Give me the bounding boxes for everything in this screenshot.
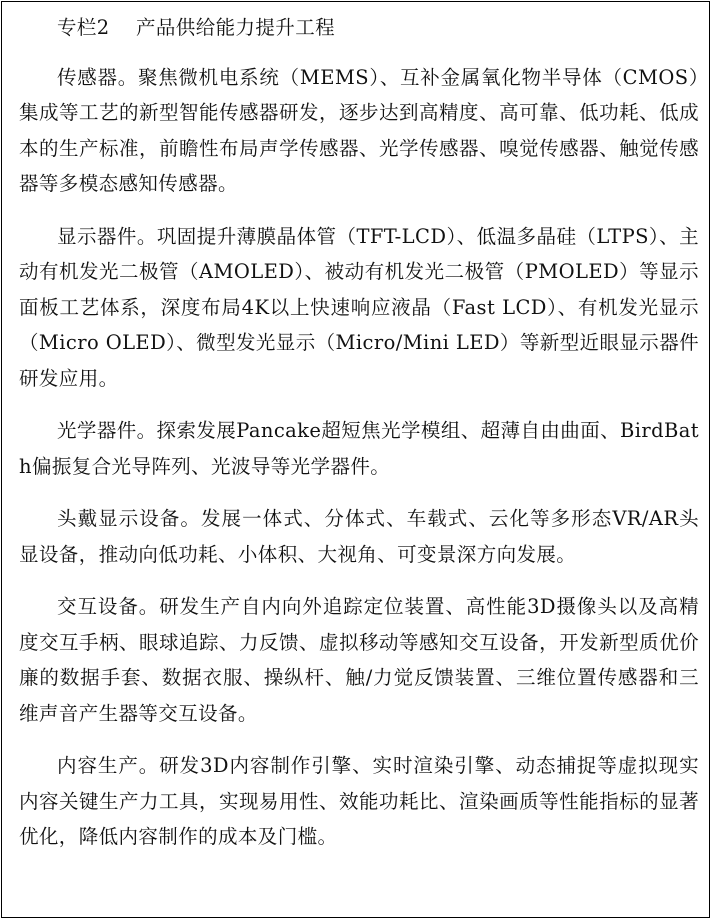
spacer <box>19 396 699 413</box>
spacer <box>19 731 699 748</box>
paragraph-optical-devices: 光学器件。探索发展Pancake超短焦光学模组、超薄自由曲面、BirdBath偏振复合光导阵列、光波导等光学器件。 <box>19 419 699 478</box>
paragraph-display-devices: 显示器件。巩固提升薄膜晶体管（TFT-LCD）、低温多晶硅（LTPS）、主动有机发光二极管（AMOLED）、被动有机发光二极管（PMOLED）等显示面板工艺体系，深度布局4K以上快速响应液晶（Fast LCD）、有机发光显示（Micro OLED）、微型发光显示（Micro/Mini LED）等新型近眼显示器件研发应用。 <box>19 224 699 390</box>
spacer <box>19 572 699 589</box>
paragraph-head-mounted-display: 头戴显示设备。发展一体式、分体式、车载式、云化等多形态VR/AR头显设备，推动向低功耗、小体积、大视角、可变景深方向发展。 <box>19 507 699 566</box>
document-body <box>19 10 699 855</box>
spacer <box>19 484 699 501</box>
paragraph-interaction-devices: 交互设备。研发生产自内向外追踪定位装置、高性能3D摄像头以及高精度交互手柄、眼球追踪、力反馈、虚拟移动等感知交互设备，开发新型质优价廉的数据手套、数据衣服、操纵杆、触/力觉反馈装置、三维位置传感器和三维声音产生器等交互设备。 <box>19 595 699 725</box>
column-title: 专栏2 产品供给能力提升工程 <box>57 16 336 39</box>
column-box <box>1 1 710 918</box>
spacer <box>19 46 699 60</box>
paragraph-sensors: 传感器。聚焦微机电系统（MEMS）、互补金属氧化物半导体（CMOS）集成等工艺的新型智能传感器研发，逐步达到高精度、高可靠、低功耗、低成本的生产标准，前瞻性布局声学传感器、光学传感器、嗅觉传感器、触觉传感器等多模态感知传感器。 <box>19 65 699 195</box>
spacer <box>19 202 699 219</box>
paragraph-content-production: 内容生产。研发3D内容制作引擎、实时渲染引擎、动态捕捉等虚拟现实内容关键生产力工具，实现易用性、效能功耗比、渲染画质等性能指标的显著优化，降低内容制作的成本及门槛。 <box>19 754 699 848</box>
